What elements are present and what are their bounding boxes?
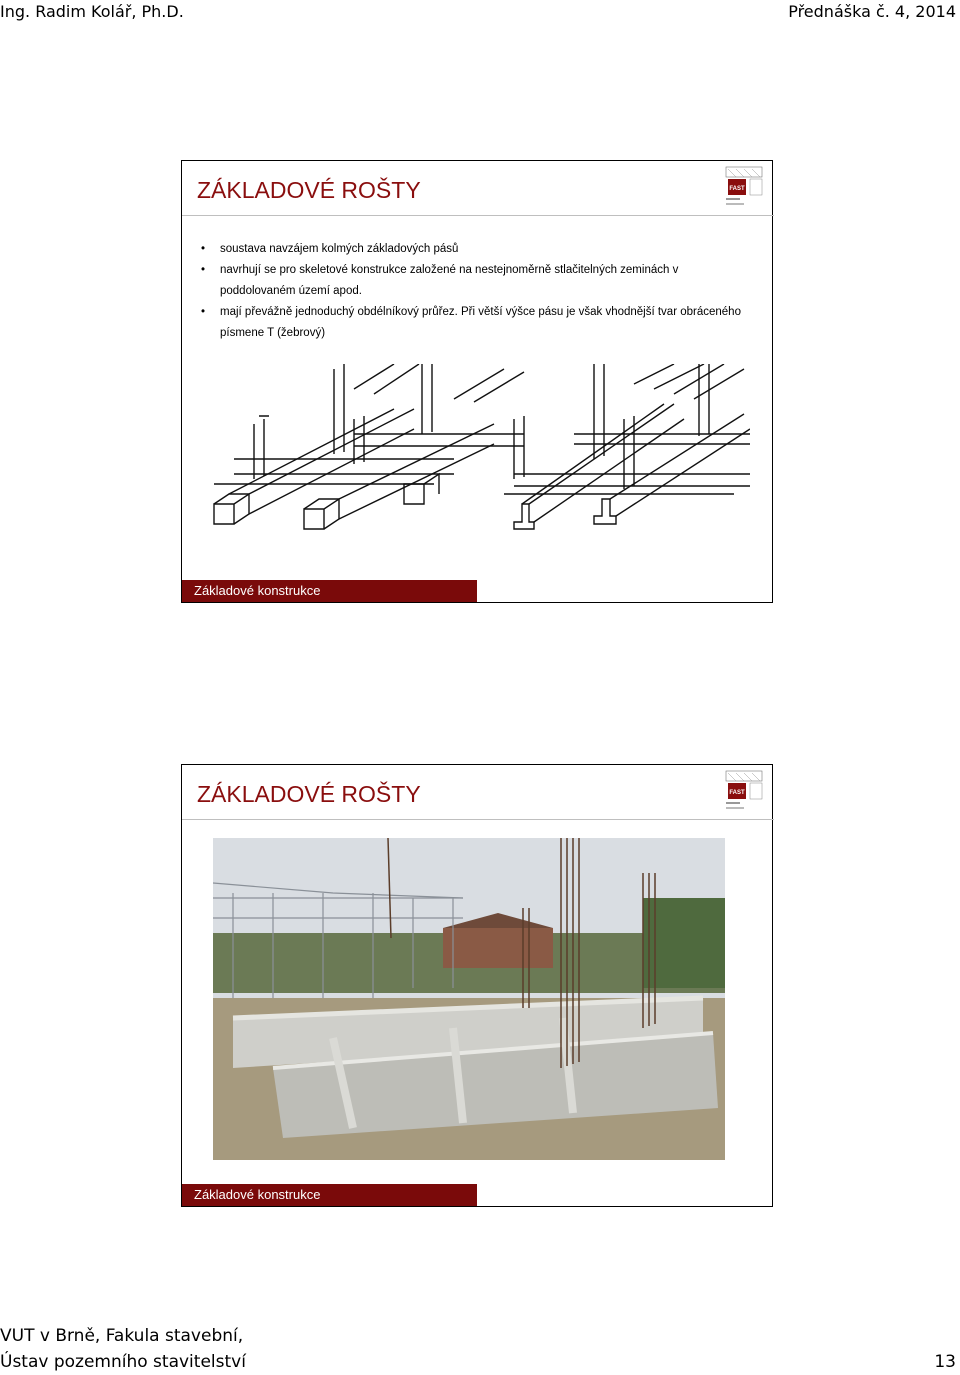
footer-institution: VUT v Brně, Fakula stavební, [0,1326,244,1346]
svg-text:FAST: FAST [729,186,745,192]
title-rule [182,819,774,820]
title-rule [182,215,774,216]
slide-1 [181,160,773,603]
slide-title: ZÁKLADOVÉ ROŠTY [197,781,421,807]
slide-title: ZÁKLADOVÉ ROŠTY [197,177,421,203]
slide-footer: Základové konstrukce [182,1184,477,1206]
slide-2 [181,764,773,1207]
header-lecture: Přednáška č. 4, 2014 [788,2,956,21]
fast-logo [722,165,766,213]
foundation-grid-drawing [204,364,750,539]
slide-footer: Základové konstrukce [182,580,477,602]
fast-logo [722,769,766,817]
bullet-item: • mají převážně jednoduchý obdélníkový průřez. Při větší výšce pásu je však vhodnější tvar obráceného písmene T (žebrový) [196,302,756,344]
construction-photo [213,838,725,1160]
footer-department: Ústav pozemního stavitelství [0,1352,246,1372]
header-author: Ing. Radim Kolář, Ph.D. [0,2,184,21]
bullet-list [196,239,756,344]
svg-text:FAST: FAST [729,790,745,796]
bullet-item: • soustava navzájem kolmých základových pásů [196,239,756,260]
bullet-item: • navrhují se pro skeletové konstrukce založené na nestejnoměrně stlačitelných zeminách v poddolovaném území apod. [196,260,756,302]
page-number: 13 [934,1352,956,1372]
